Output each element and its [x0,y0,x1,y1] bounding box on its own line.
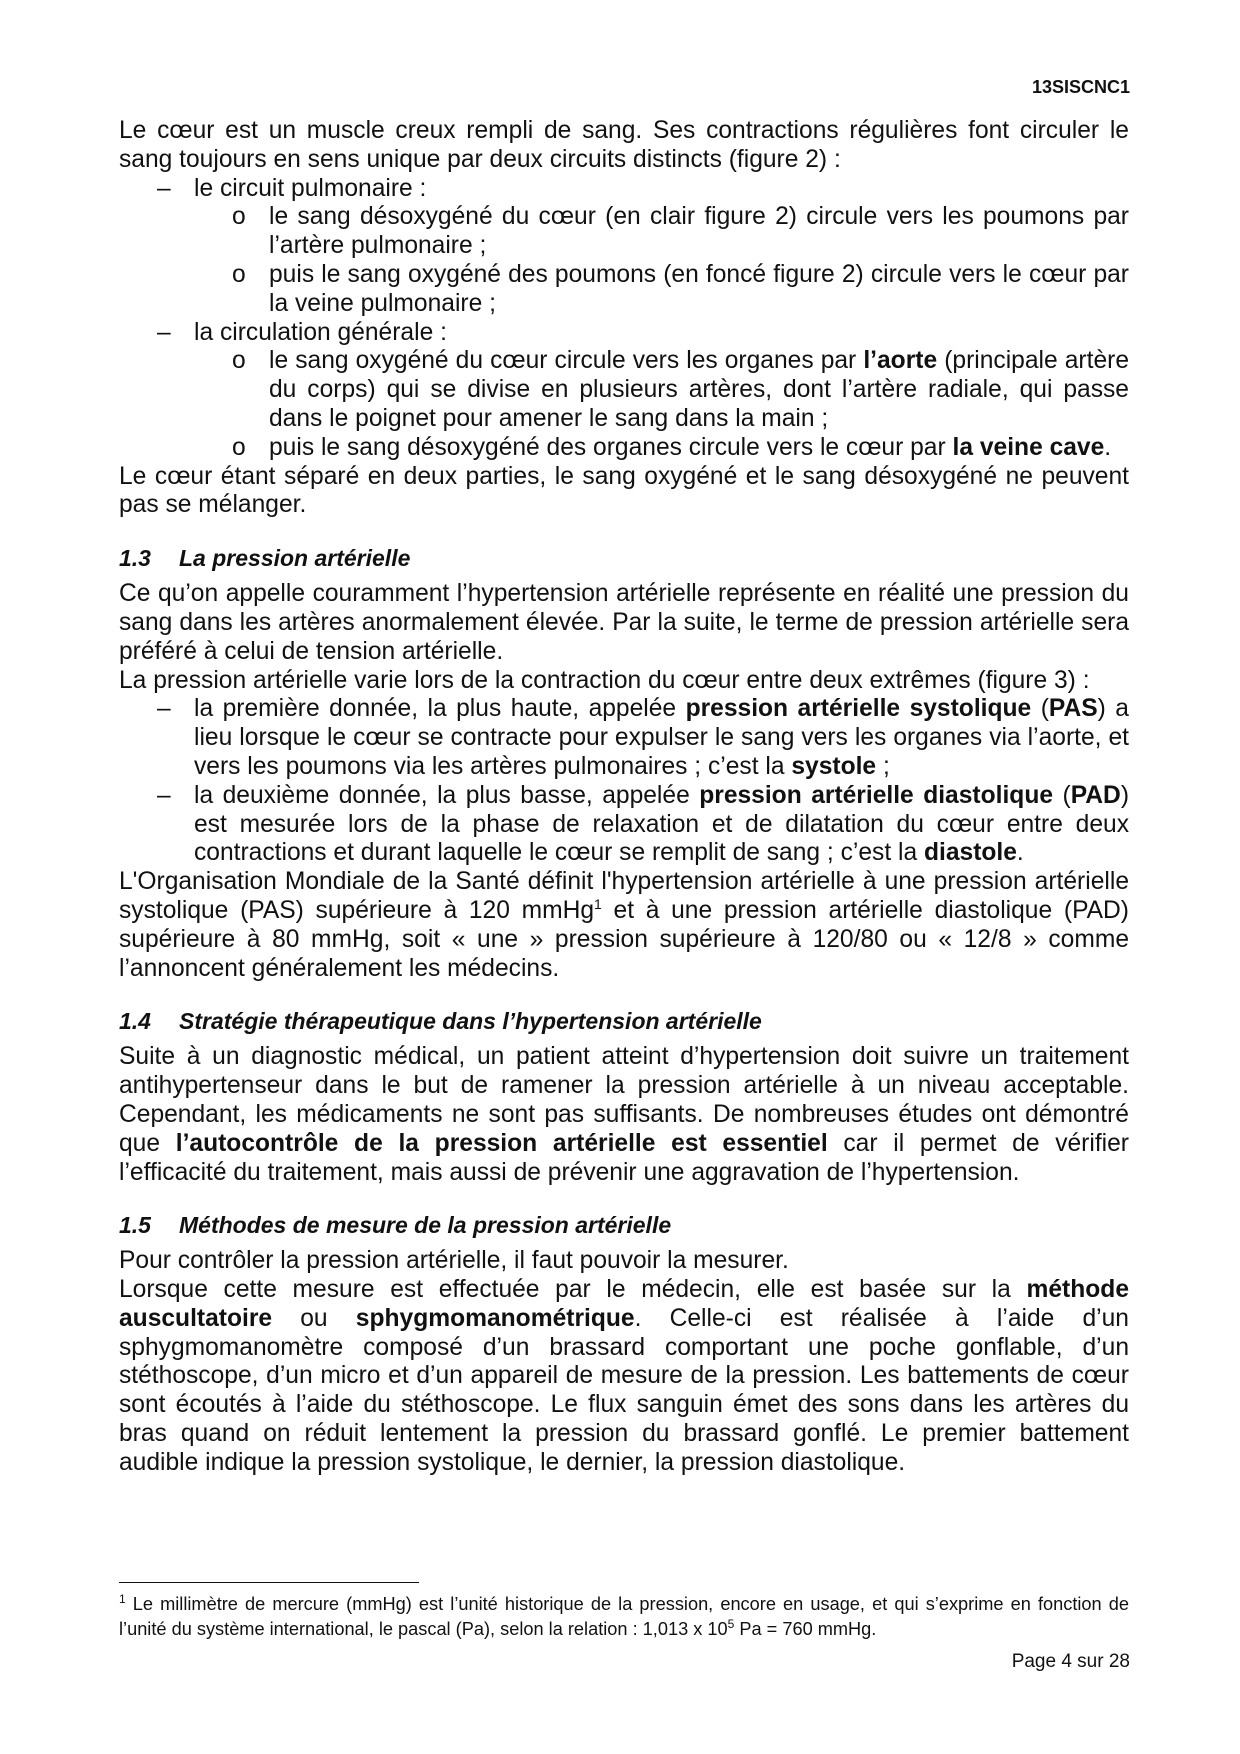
text-run: ( [1031,695,1049,723]
footnote-text: Pa = 760 mmHg. [734,1619,877,1639]
sub-list-item [119,347,1129,433]
paragraph: La pression artérielle varie lors de la contraction du cœur entre deux extrêmes (figure 3) : [119,666,1090,694]
list-item-circulation-generale [119,319,1129,348]
section-title: Stratégie thérapeutique dans l’hypertension artérielle [179,1008,762,1035]
footnote-text: Le millimètre de mercure (mmHg) est l’unité historique de la pression, encore en usage, et qui s’exprime en fonction de l’unité du système international, le pascal (Pa), selon la relation : 1,013 x 10 [119,1594,1129,1639]
bold-term: méthode auscultatoire [119,1276,1129,1332]
bold-term: l’autocontrôle de la pression artérielle est essentiel [175,1129,828,1157]
exponent: 5 [727,1616,735,1631]
intro-conclusion: Le cœur étant séparé en deux parties, le sang oxygéné et le sang désoxygéné ne peuvent pas se mélanger. [119,462,1129,519]
bold-term-veine-cave: la veine cave [952,433,1105,461]
text-run: ) a lieu lorsque le cœur se contracte pour expulser le sang vers les organes via l’aorte, et vers les poumons via les artères pulmonaires ; c’est la [194,695,1129,780]
bold-term: pression artérielle diastolique [699,781,1054,809]
sub-list-item: o puis le sang oxygéné des poumons (en foncé figure 2) circule vers le cœur par la veine pulmonaire ; [119,261,1129,319]
footnote-reference[interactable]: 1 [594,895,602,912]
paragraph: Ce qu’on appelle couramment l’hypertension artérielle représente en réalité une pression du sang dans les artères anormalement élevée. Par la suite, le terme de pression artérielle sera préféré à celui de tension artérielle. [119,580,1129,665]
section-heading-1-3 [119,544,1129,572]
text-run: car il permet de vérifier l’efficacité du traitement, mais aussi de prévenir une aggravation de l’hypertension. [119,1129,1129,1186]
text-run: (principale artère du corps) qui se divise en plusieurs artères, dont l’artère radiale, qui passe dans le poignet pour amener le sang dans la main ; [269,347,1129,432]
list-item-label: le circuit pulmonaire : [194,174,427,202]
list-item-diastolique [119,782,1129,868]
section-heading-1-4 [119,1007,1129,1035]
paragraph-oms [119,868,1129,983]
text-run: ; [876,752,890,780]
text-run: . [1104,433,1112,461]
text-run: ) est mesurée lors de la phase de relaxation et de dilatation du cœur entre deux contractions et durant laquelle le cœur se remplit de sang ; c’est la [194,781,1130,867]
text-run: Suite à un diagnostic médical, un patient atteint d’hypertension doit suivre un traitement antihypertenseur dans le but de ramener la pression artérielle à un niveau acceptable. Cependant, les médicaments ne sont pas suffisants. De nombreuses études ont démontré que [119,1043,1129,1157]
list-item-systolique [119,695,1129,781]
sub-list-item: o le sang désoxygéné du cœur (en clair figure 2) circule vers les poumons par l’artère pulmonaire ; [119,203,1129,261]
bold-term: PAS [1048,695,1098,723]
list-item-label: la circulation générale : [194,318,447,346]
text-run: Lorsque cette mesure est effectuée par le médecin, elle est basée sur la [119,1276,1027,1304]
footnote [119,1592,1129,1642]
text-run: . Celle-ci est réalisée à l’aide d’un sphygmomanomètre composé d’un brassard comportant une poche gonflable, d’un stéthoscope, d’un micro et d’un appareil de mesure de la pression. Les battements de cœur sont écoutés à l’aide du stéthoscope. Le flux sanguin émet des sons dans les artères du bras quand on réduit lentement la pression du brassard gonflé. Le premier battement audible indique la pression systolique, le dernier, la pression diastolique. [119,1304,1129,1476]
text-run: le sang oxygéné du cœur circule vers les organes par [269,347,864,375]
pressure-list [119,695,1129,868]
text-run: L'Organisation Mondiale de la Santé définit l'hypertension artérielle à une pression artérielle systolique (PAS) supérieure à 120 mmHg [119,868,1129,924]
text-run: puis le sang désoxygéné des organes circule vers le cœur par [269,433,953,461]
main-content [119,117,1129,1478]
bold-term-aorte: l’aorte [863,347,938,375]
footnote-marker: 1 [119,1591,126,1606]
section-number: 1.5 [119,1212,151,1239]
section-title: La pression artérielle [179,545,411,572]
section-number: 1.4 [119,1008,151,1035]
paragraph: Pour contrôler la pression artérielle, il faut pouvoir la mesurer. [119,1247,789,1275]
bold-term: diastole [923,839,1017,867]
bold-term: PAD [1070,781,1121,809]
footnote-separator [119,1582,419,1583]
intro-paragraph: Le cœur est un muscle creux rempli de sang. Ses contractions régulières font circuler le sang toujours en sens unique par deux circuits distincts (figure 2) : [119,117,1129,173]
paragraph [119,1043,1129,1187]
page-number: Page 4 sur 28 [1011,1651,1130,1672]
text-run: ou [272,1304,356,1332]
section-heading-1-5 [119,1211,1129,1239]
bold-term: systole [791,752,877,780]
text-run: la première donnée, la plus haute, appelée [194,695,686,723]
bold-term: pression artérielle systolique [685,695,1032,723]
text-run: la deuxième donnée, la plus basse, appelée [194,781,700,809]
sub-list-item [119,434,1129,463]
bold-term: sphygmomanométrique [355,1304,635,1332]
document-code: 13SISCNC1 [1031,77,1130,97]
circulation-list [119,175,1129,463]
section-title: Méthodes de mesure de la pression artérielle [179,1212,672,1239]
text-run: ( [1053,781,1071,809]
text-run: et à une pression artérielle diastolique (PAD) supérieure à 80 mmHg, soit « une » pression supérieure à 120/80 ou « 12/8 » comme l’annoncent généralement les médecins. [119,896,1129,982]
text-run: . [1016,839,1024,867]
list-item-circuit-pulmonaire [119,175,1129,204]
section-number: 1.3 [119,545,151,572]
paragraph [119,1276,1129,1478]
